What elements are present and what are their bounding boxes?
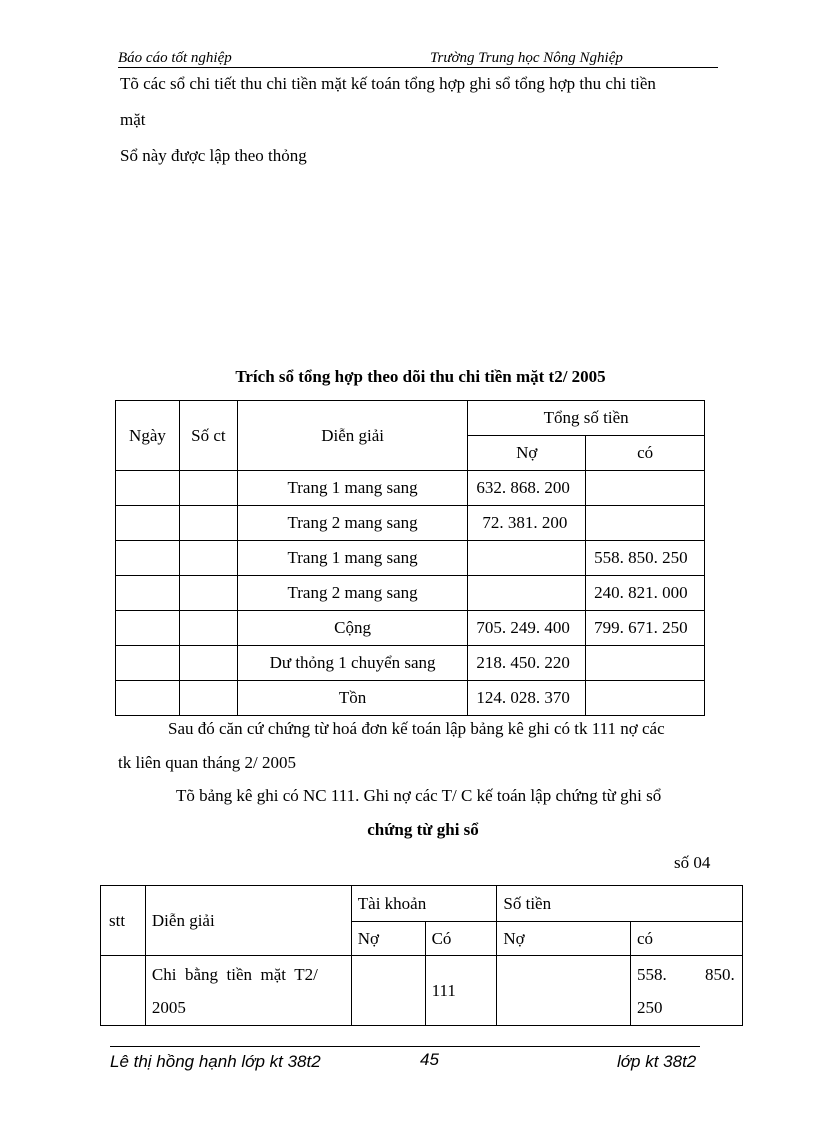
table-row <box>116 611 705 646</box>
row-desc: Trang 2 mang sang <box>237 506 468 541</box>
col-header-amt-credit: có <box>630 922 742 956</box>
col-header-debit: Nợ <box>468 436 586 471</box>
header-right: Trường Trung học Nông Nghiệp <box>430 50 623 66</box>
page-number: 45 <box>420 1050 439 1069</box>
table-row <box>116 541 705 576</box>
col-header-doc: Số ct <box>179 401 237 471</box>
header-divider <box>118 67 718 68</box>
row-amt-credit-line-1: 558. 850. <box>636 964 735 984</box>
table-row <box>116 576 705 611</box>
footer-divider <box>110 1046 700 1047</box>
col-header-date: Ngày <box>116 401 180 471</box>
table-row <box>116 471 705 506</box>
footer-right: lớp kt 38t2 <box>617 1052 697 1071</box>
row-credit: 240. 821. 000 <box>586 576 705 611</box>
row-acc-credit: 111 <box>425 956 497 1026</box>
row-debit: 124. 028. 370 <box>468 681 586 716</box>
row-debit: 705. 249. 400 <box>468 611 586 646</box>
row-credit: 799. 671. 250 <box>586 611 705 646</box>
row-amt-credit <box>630 956 742 1026</box>
col-header-acc-debit: Nợ <box>351 922 425 956</box>
footer-left: Lê thị hồng hạnh lớp kt 38t2 <box>110 1052 321 1071</box>
row-desc: Dư thỏng 1 chuyển sang <box>237 646 468 681</box>
row-debit <box>468 541 586 576</box>
header-left: Báo cáo tốt nghiệp <box>118 50 232 66</box>
row-desc-line-1: Chi bằng tiền mặt T2/ <box>151 964 318 984</box>
intro-line-1: Tõ các sổ chi tiết thu chi tiền mặt kế toán tổng hợp ghi sổ tổng hợp thu chi tiền <box>120 74 656 93</box>
col-header-acc-credit: Có <box>425 922 497 956</box>
row-credit: 558. 850. 250 <box>586 541 705 576</box>
col-header-account: Tài khoản <box>351 886 497 922</box>
row-credit <box>586 681 705 716</box>
cash-summary-table <box>115 400 705 716</box>
row-credit <box>586 471 705 506</box>
row-credit <box>586 506 705 541</box>
row-debit: 72. 381. 200 <box>468 506 586 541</box>
row-desc: Trang 1 mang sang <box>237 471 468 506</box>
col-header-stt: stt <box>101 886 146 956</box>
para2-line-2: tk liên quan tháng 2/ 2005 <box>118 753 297 772</box>
voucher-table <box>100 885 743 1026</box>
row-debit <box>468 576 586 611</box>
row-desc-line-2: 2005 <box>151 997 186 1017</box>
row-debit: 632. 868. 200 <box>468 471 586 506</box>
table-row <box>116 506 705 541</box>
row-desc: Trang 2 mang sang <box>237 576 468 611</box>
table2-title: chứng từ ghi sổ <box>367 820 479 839</box>
row-desc: Cộng <box>237 611 468 646</box>
para2-line-3: Tõ bảng kê ghi có NC 111. Ghi nợ các T/ C kế toán lập chứng từ ghi sổ <box>176 786 662 805</box>
row-credit <box>586 646 705 681</box>
col-header-credit: có <box>586 436 705 471</box>
col-header-total: Tổng số tiền <box>468 401 705 436</box>
table-row <box>101 956 743 1026</box>
row-desc: Trang 1 mang sang <box>237 541 468 576</box>
row-desc: Tồn <box>237 681 468 716</box>
table-row <box>116 681 705 716</box>
table1-title: Trích sổ tổng hợp theo dõi thu chi tiền mặt t2/ 2005 <box>235 367 606 386</box>
col-header-desc: Diễn giải <box>237 401 468 471</box>
intro-line-3: Sổ này được lập theo thỏng <box>120 146 307 165</box>
col-header-amt-debit: Nợ <box>497 922 631 956</box>
row-debit: 218. 450. 220 <box>468 646 586 681</box>
intro-line-2: mặt <box>120 110 146 129</box>
document-number: số 04 <box>674 853 711 872</box>
row-desc <box>145 956 351 1026</box>
para2-line-1: Sau đó căn cứ chứng từ hoá đơn kế toán lập bảng kê ghi có tk 111 nợ các <box>168 719 665 738</box>
col-header-amount: Số tiền <box>497 886 743 922</box>
col-header-desc: Diễn giải <box>145 886 351 956</box>
table-row <box>116 646 705 681</box>
row-amt-credit-line-2: 250 <box>636 997 663 1017</box>
